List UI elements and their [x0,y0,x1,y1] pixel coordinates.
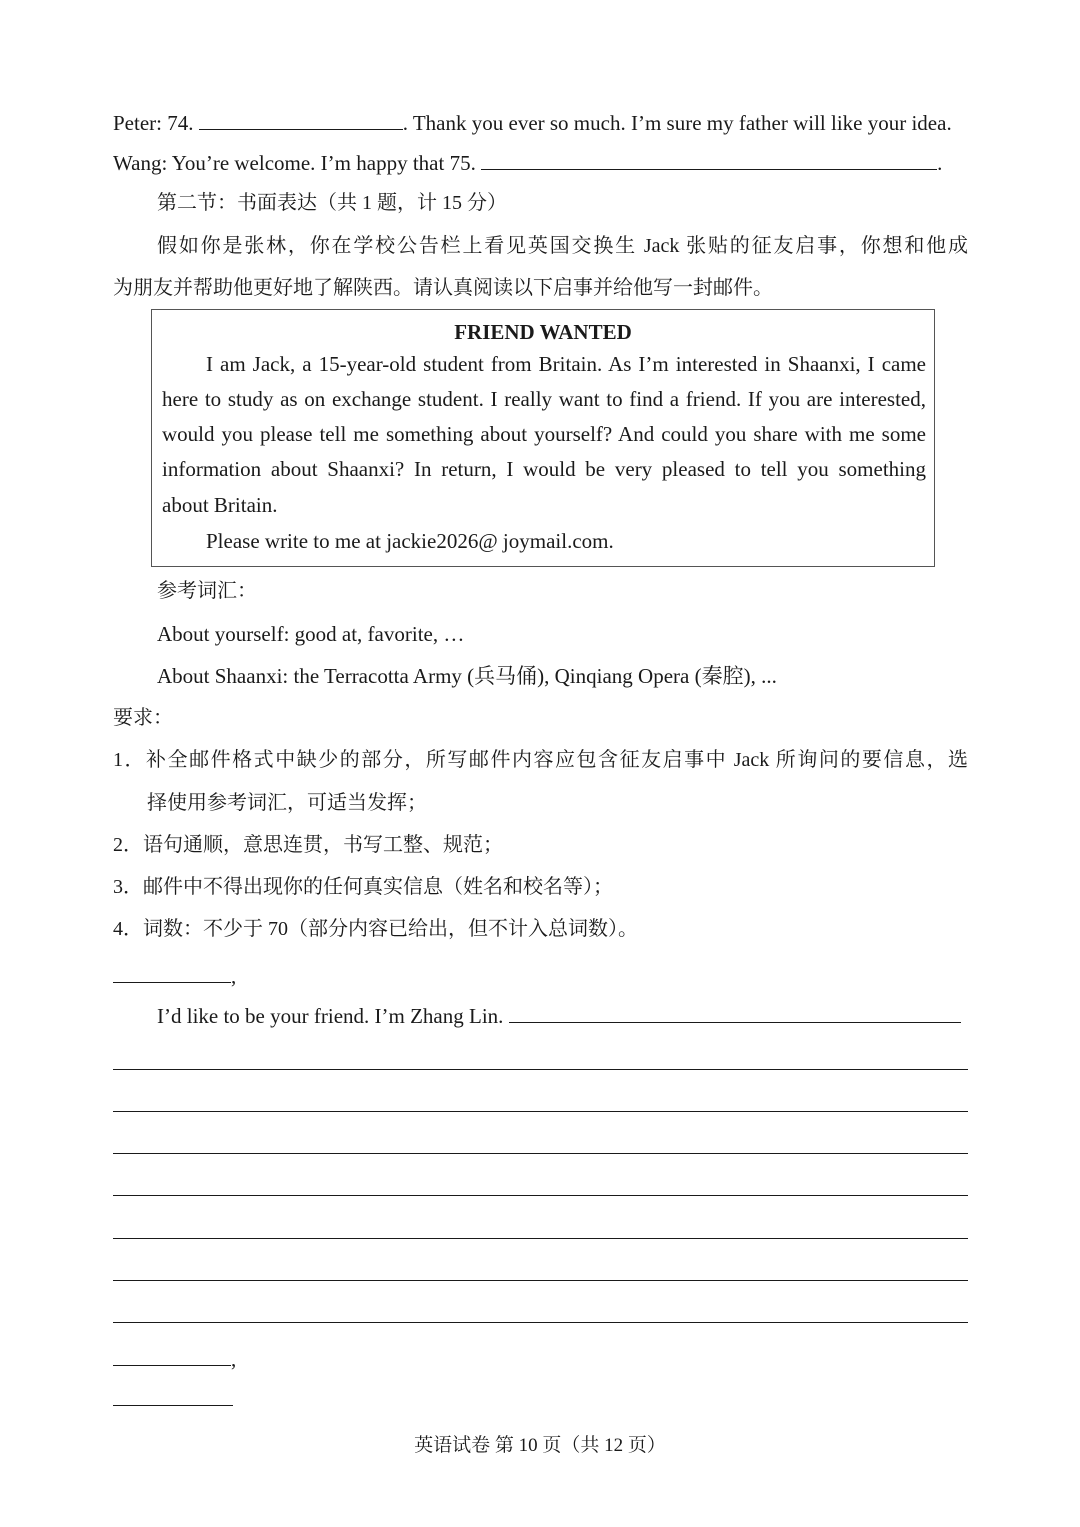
vocab-heading: 参考词汇： [157,580,257,602]
answer-blank-74[interactable] [199,109,403,130]
notice-title: FRIEND WANTED [454,320,632,344]
line74-suffix: . Thank you ever so much. I’m sure my father will like your idea. [402,111,952,135]
writing-line[interactable] [113,1111,968,1112]
letter-closing [113,1344,968,1374]
letter-greeting [113,961,968,991]
line74-prefix: Peter: 74. [113,111,194,135]
letter-signature [113,1384,968,1414]
writing-line[interactable] [113,1069,968,1070]
section-heading: 第二节：书面表达（共 1 题，计 15 分） [157,192,507,214]
notice-line-2: here to study as on exchange student. I really want to find a friend. If you are interested, [162,387,926,411]
writing-line[interactable] [113,1153,968,1154]
writing-line[interactable] [113,1322,968,1323]
requirement-1-line-2: 择使用参考词汇，可适当发挥； [147,792,427,814]
friend-wanted-notice [151,309,935,567]
notice-line-3: would you please tell me something about yourself? And could you share with me some [162,422,926,446]
writing-line[interactable] [113,1195,968,1196]
notice-line-5: about Britain. [162,493,278,517]
signature-blank[interactable] [113,1385,233,1406]
writing-blank-first[interactable] [509,1002,961,1023]
notice-line-4: information about Shaanxi? In return, I would be very pleased to tell you something [162,457,926,481]
greeting-comma: , [231,964,237,988]
notice-contact: Please write to me at jackie2026@ joymail.com. [206,529,614,553]
closing-comma: , [231,1347,237,1371]
prompt-line-2: 为朋友并帮助他更好地了解陕西。请认真阅读以下启事并给他写一封邮件。 [113,277,773,299]
vocab-shaanxi: About Shaanxi: the Terracotta Army (兵马俑), Qinqiang Opera (秦腔), ... [157,664,777,688]
prompt-line-1: 假如你是张林，你在学校公告栏上看见英国交换生 Jack 张贴的征友启事，你想和他成 [157,235,968,257]
notice-line-1: I am Jack, a 15-year-old student from Britain. As I’m interested in Shaanxi, I came [206,352,926,376]
letter-opening-line [157,1001,968,1031]
requirement-3: 3．邮件中不得出现你的任何真实信息（姓名和校名等）； [113,876,613,898]
closing-blank[interactable] [113,1345,231,1366]
requirement-1-line-1: 1．补全邮件格式中缺少的部分，所写邮件内容应包含征友启事中 Jack 所询问的要信息，选 [113,749,968,771]
requirement-4: 4．词数：不少于 70（部分内容已给出，但不计入总词数）。 [113,918,638,940]
letter-opening: I’d like to be your friend. I’m Zhang Lin. [157,1004,504,1028]
page-footer: 英语试卷 第 10 页（共 12 页） [414,1435,666,1456]
line75-prefix: Wang: You’re welcome. I’m happy that 75. [113,151,476,175]
writing-line[interactable] [113,1238,968,1239]
dialogue-line-74 [113,108,968,138]
writing-line[interactable] [113,1280,968,1281]
answer-blank-75[interactable] [481,149,937,170]
requirements-heading: 要求： [113,707,173,729]
dialogue-line-75 [113,148,968,178]
greeting-blank[interactable] [113,962,231,983]
line75-suffix: . [937,151,943,175]
requirement-2: 2．语句通顺，意思连贯，书写工整、规范； [113,834,503,856]
vocab-yourself: About yourself: good at, favorite, … [157,622,465,646]
